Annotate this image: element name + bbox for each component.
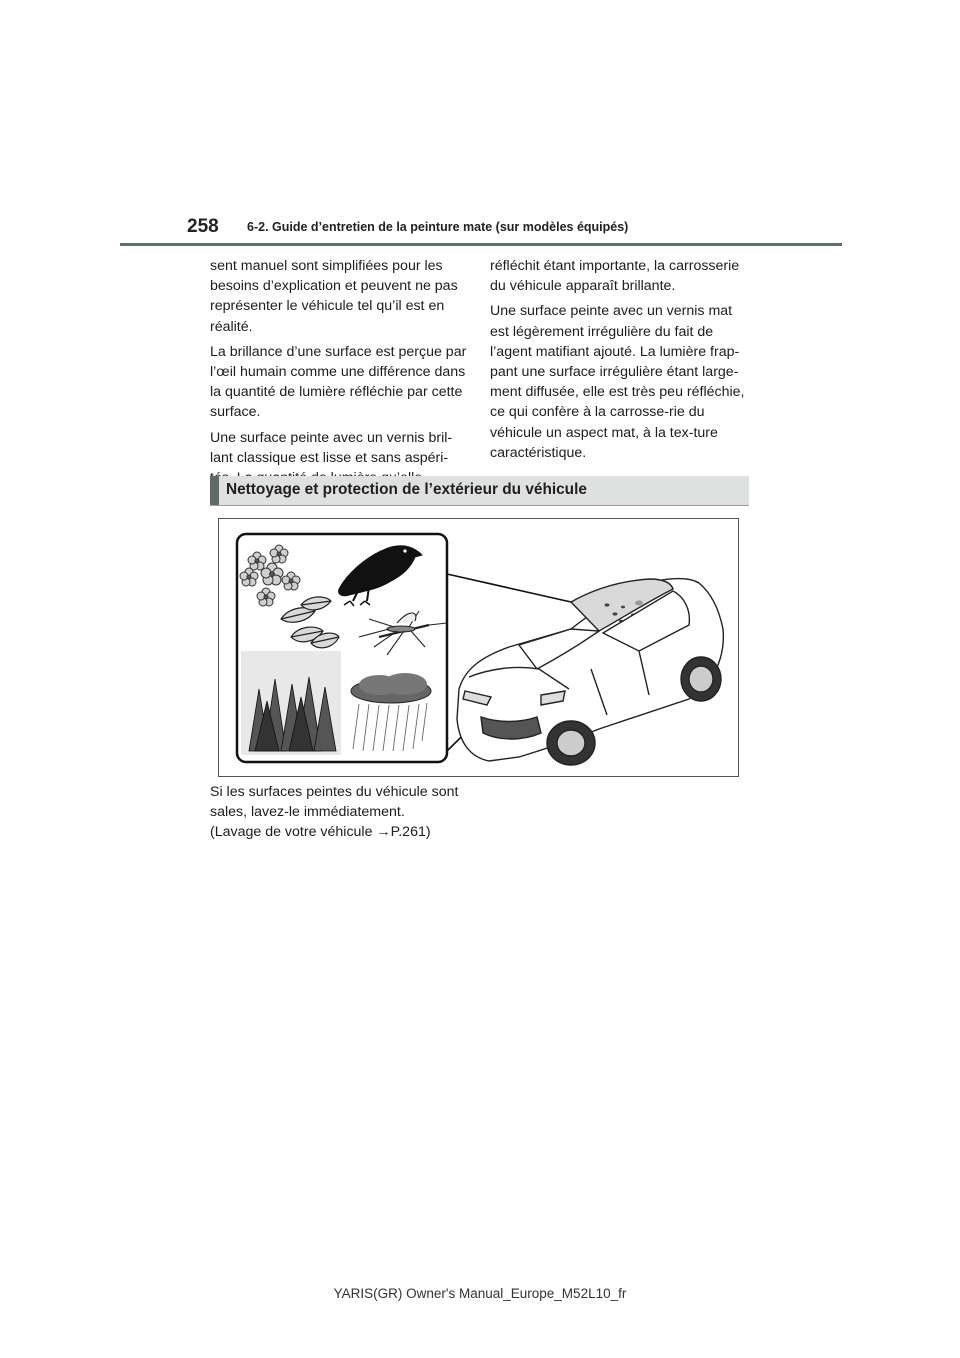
page-footer: YARIS(GR) Owner's Manual_Europe_M52L10_fr (333, 1286, 627, 1301)
page-number: 258 (187, 216, 219, 237)
figure-illustration (218, 518, 739, 777)
caption-line: (Lavage de votre véhicule →P.261) (210, 824, 431, 841)
subheading-accent-bar (210, 476, 219, 505)
caption-line: Si les surfaces peintes du véhicule sont (210, 784, 459, 800)
figure-caption (210, 782, 490, 843)
paragraph: sent manuel sont simplifiées pour les besoins d’explication et peuvent ne pas représenter le véhicule tel qu’il est en réalité. (210, 258, 458, 335)
paragraph: Une surface peinte avec un vernis mat est légèrement irrégulière du fait de l’agent matifiant ajouté. La lumière frap-pant une surface irrégulière étant large-ment diffusée, elle est très peu réfléchie, ce qui confère à la carrosse-rie du véhicule un aspect mat, à la tex-ture caractéristique. (490, 303, 745, 461)
pollen-trees-icon (241, 651, 341, 755)
caption-line: sales, lavez-le immédiatement. (210, 804, 405, 821)
section-subheading (210, 476, 749, 506)
left-column (210, 256, 470, 493)
subheading-title: Nettoyage et protection de l’extérieur du véhicule (226, 481, 587, 498)
paragraph: réfléchit étant importante, la carrosserie du véhicule apparaît brillante. (490, 258, 740, 295)
pointer-line (447, 574, 571, 602)
right-column (490, 256, 750, 468)
car-illustration (457, 579, 723, 765)
paragraph: La brillance d’une surface est perçue par l’œil humain comme une différence dans la quantité de lumière réfléchie par cette surface. (210, 343, 467, 421)
section-header: 6-2. Guide d’entretien de la peinture mate (sur modèles équipés) (247, 220, 629, 234)
paragraph: Une surface peinte avec un vernis bril-lant classique est lisse et sans aspéri- (210, 429, 453, 466)
header-rule (120, 243, 842, 246)
